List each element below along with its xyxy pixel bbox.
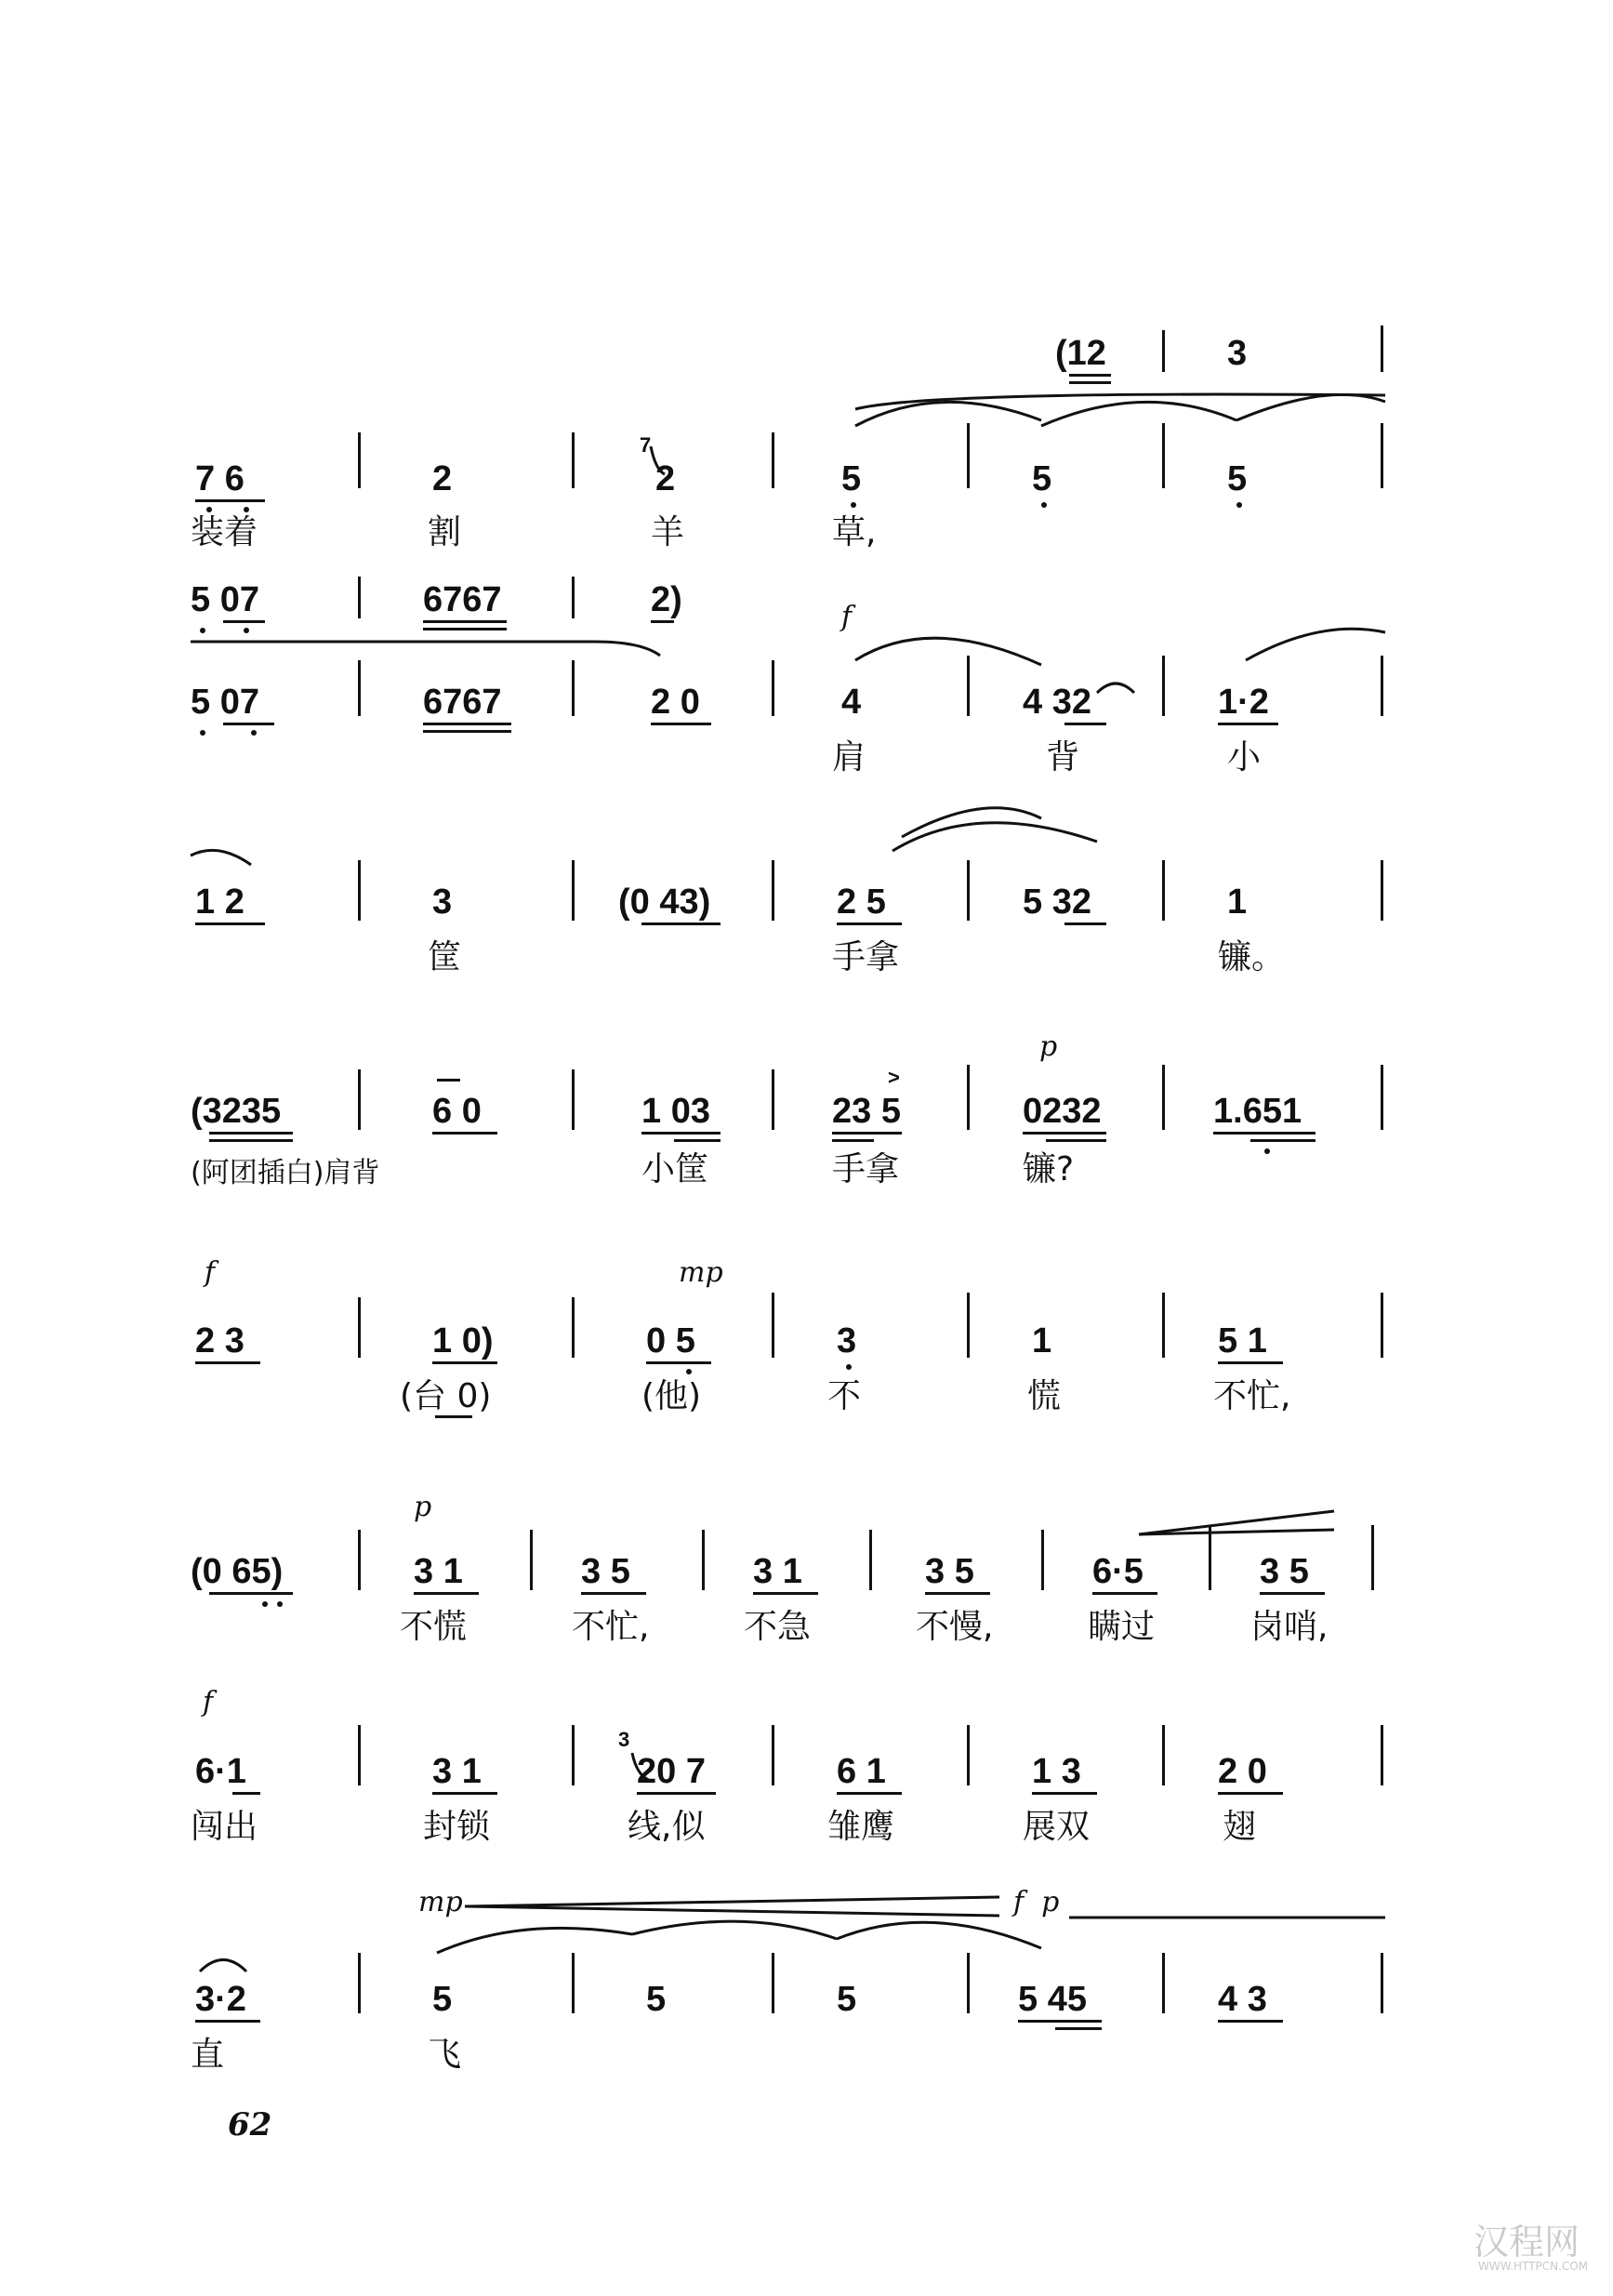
octave-dot	[851, 502, 856, 508]
lyric: 翅	[1223, 1808, 1257, 1846]
watermark-text: 汉程网	[1474, 2222, 1580, 2263]
note-group: 20 7	[637, 1752, 706, 1791]
note-group: 2 5	[837, 883, 886, 922]
dynamic-f: f	[205, 1256, 216, 1289]
note-group: 6767	[423, 683, 502, 722]
underline	[1092, 1592, 1157, 1595]
slur	[437, 1928, 632, 1953]
barline	[772, 660, 774, 716]
barline	[967, 1293, 970, 1358]
lyric: 草,	[832, 513, 877, 551]
slur	[632, 1921, 837, 1939]
tie-line	[191, 642, 660, 656]
note: 3	[1227, 334, 1248, 373]
barline	[530, 1530, 533, 1590]
lyric: 封锁	[423, 1808, 491, 1846]
barline	[572, 1725, 575, 1785]
barline	[358, 1530, 361, 1590]
note: 3	[432, 883, 453, 922]
note-group: 5 07	[191, 683, 259, 722]
note: 5	[841, 459, 862, 498]
note-group: 4 3	[1218, 1980, 1267, 2019]
dynamic-mp: mp	[679, 1256, 723, 1289]
underline	[232, 1792, 260, 1795]
slur	[200, 1960, 246, 1972]
octave-dot	[200, 628, 205, 633]
barline	[572, 1069, 575, 1130]
note-group: 3 5	[925, 1552, 974, 1591]
barline	[572, 432, 575, 488]
octave-dot	[262, 1601, 268, 1607]
barline	[358, 577, 361, 618]
octave-dot	[277, 1601, 283, 1607]
underline	[1213, 1132, 1316, 1135]
dynamic-p: p	[1039, 1030, 1058, 1063]
note-group: 5 32	[1023, 883, 1091, 922]
underline	[223, 620, 265, 623]
note-group: 6·1	[195, 1752, 246, 1791]
note-group: 3 1	[432, 1752, 482, 1791]
underline	[1260, 1592, 1325, 1595]
note-group: 3 5	[1260, 1552, 1309, 1591]
barline	[1162, 860, 1165, 921]
barline	[572, 660, 575, 716]
lyric: 不忙,	[572, 1608, 650, 1646]
underline	[1218, 2020, 1283, 2023]
page-number: 62	[228, 2106, 272, 2143]
slur	[191, 850, 251, 865]
barline	[358, 1297, 361, 1358]
note: 2	[432, 459, 453, 498]
lyric: 展双	[1023, 1808, 1091, 1846]
underline	[1218, 1361, 1283, 1364]
note-group: 6 0	[432, 1092, 482, 1131]
octave-dot	[1041, 502, 1047, 508]
note-group: 1·2	[1218, 683, 1269, 722]
lyric: 手拿	[832, 1150, 900, 1188]
underline	[423, 620, 507, 623]
barline	[967, 423, 970, 488]
underline	[1218, 723, 1278, 725]
barline	[358, 1069, 361, 1130]
note-group: 5 1	[1218, 1321, 1267, 1360]
lyric: 闯出	[191, 1808, 258, 1846]
dynamic-f: f	[203, 1686, 214, 1719]
barline	[772, 432, 774, 488]
note-group: 4 32	[1023, 683, 1091, 722]
underline	[1250, 1139, 1316, 1142]
underline	[195, 922, 265, 925]
octave-dot	[1236, 502, 1242, 508]
note-group: (0 43)	[618, 883, 711, 922]
grace-note: 3	[618, 1728, 630, 1751]
barline	[702, 1530, 705, 1590]
barline	[572, 577, 575, 618]
underline	[432, 1361, 497, 1364]
barline	[1371, 1525, 1374, 1590]
underline	[432, 1792, 497, 1795]
underline	[423, 723, 511, 725]
barline	[572, 1297, 575, 1358]
note: 5	[432, 1980, 453, 2019]
underline	[837, 922, 902, 925]
underline	[1218, 1792, 1283, 1795]
barline	[1041, 1530, 1044, 1590]
underline	[1064, 723, 1106, 725]
underline	[1046, 1139, 1106, 1142]
lyric: 筐	[428, 938, 462, 976]
underline	[925, 1592, 990, 1595]
barline	[1162, 1293, 1165, 1358]
dynamic-p: p	[414, 1491, 432, 1523]
barline	[772, 1293, 774, 1358]
lyric: 不急	[744, 1608, 812, 1646]
underline	[195, 499, 265, 502]
barline	[967, 1725, 970, 1785]
underline	[209, 1139, 293, 1142]
barline	[1162, 656, 1165, 716]
underline	[637, 1792, 716, 1795]
note: 5	[1227, 459, 1248, 498]
underline	[1069, 374, 1111, 377]
note-group: 1 2	[195, 883, 245, 922]
slur	[1041, 402, 1236, 426]
barline	[772, 1953, 774, 2013]
watermark-url: WWW.HTTPCN.COM	[1478, 2260, 1589, 2273]
underline	[435, 1415, 472, 1418]
underline	[209, 1592, 293, 1595]
barline	[772, 1725, 774, 1785]
note: 5	[1032, 459, 1052, 498]
underline	[1032, 1792, 1097, 1795]
underline	[223, 723, 274, 725]
octave-dot	[846, 1364, 852, 1370]
note-group: 0 5	[646, 1321, 695, 1360]
note-group: 6·5	[1092, 1552, 1144, 1591]
note: 1	[1227, 883, 1248, 922]
note-group: (0 65)	[191, 1552, 284, 1591]
lyric: 小筐	[641, 1150, 709, 1188]
note-group: 1 03	[641, 1092, 710, 1131]
barline	[772, 1069, 774, 1130]
barline	[1162, 423, 1165, 488]
octave-dot	[686, 1369, 692, 1374]
overline	[437, 1079, 460, 1082]
note-group: 5 07	[191, 580, 259, 619]
lyric: 镰。	[1218, 938, 1286, 976]
lyric: 肩	[832, 738, 866, 776]
lyric: (他)	[641, 1377, 702, 1415]
underline	[832, 1132, 902, 1135]
lyric: 不	[827, 1377, 862, 1415]
slur	[855, 638, 1041, 665]
barline	[572, 1953, 575, 2013]
dynamic-fp: f p	[1013, 1886, 1060, 1918]
slur	[837, 1922, 1041, 1948]
lyric: 线,似	[628, 1808, 706, 1846]
lyric: 装着	[191, 513, 258, 551]
barline	[1162, 330, 1165, 372]
underline	[641, 1132, 721, 1135]
barline	[1381, 1725, 1383, 1785]
note: 5	[837, 1980, 857, 2019]
note-group: 2 3	[195, 1321, 245, 1360]
lyric: 慌	[1027, 1377, 1062, 1415]
note: 5	[646, 1980, 667, 2019]
underline	[646, 1361, 711, 1364]
underline	[423, 730, 511, 733]
underline	[651, 620, 674, 623]
note-group: 2 0	[651, 683, 700, 722]
barline	[869, 1530, 872, 1590]
lyric: 岗哨,	[1250, 1608, 1329, 1646]
lyric: 瞒过	[1088, 1608, 1156, 1646]
barline	[967, 656, 970, 716]
barline	[1209, 1525, 1211, 1590]
lyric: 羊	[651, 513, 685, 551]
lyric: 小	[1227, 738, 1262, 776]
lyric: (阿团插白)肩背	[191, 1157, 380, 1189]
accent-mark: >	[888, 1066, 900, 1089]
lyric: 不忙,	[1213, 1377, 1291, 1415]
barline	[1162, 1953, 1165, 2013]
underline	[1069, 381, 1111, 384]
lyric: 不慢,	[916, 1608, 994, 1646]
hairpin-crescendo	[465, 1906, 999, 1916]
note-group: (12	[1055, 334, 1106, 373]
barline	[358, 1953, 361, 2013]
slur	[902, 808, 1041, 837]
lyric: (台 0)	[400, 1377, 492, 1415]
lyric: 背	[1046, 738, 1080, 776]
barline	[358, 860, 361, 921]
dynamic-mp: mp	[418, 1886, 463, 1918]
underline	[1018, 2020, 1102, 2023]
barline	[1381, 1065, 1383, 1130]
slur	[1236, 394, 1385, 420]
note-group: 3 1	[414, 1552, 463, 1591]
underline	[432, 1132, 497, 1135]
underline	[1055, 2027, 1102, 2030]
dynamic-f: f	[841, 601, 853, 633]
barline	[1162, 1725, 1165, 1785]
barline	[1381, 1953, 1383, 2013]
lyric: 割	[428, 513, 462, 551]
octave-dot	[200, 730, 205, 736]
octave-dot	[244, 628, 249, 633]
barline	[1381, 325, 1383, 372]
lyric: 雏鹰	[827, 1808, 895, 1846]
barline	[358, 660, 361, 716]
barline	[967, 1953, 970, 2013]
barline	[1381, 656, 1383, 716]
note-group: (3235	[191, 1092, 282, 1131]
octave-dot	[244, 507, 249, 512]
note-group: 1 0)	[432, 1321, 494, 1360]
note-group: 3·2	[195, 1980, 246, 2019]
lyric: 不慌	[400, 1608, 468, 1646]
octave-dot	[206, 507, 212, 512]
underline	[837, 1792, 902, 1795]
barline	[967, 1065, 970, 1130]
underline	[674, 1139, 721, 1142]
lyric: 手拿	[832, 938, 900, 976]
lyric: 直	[191, 2036, 225, 2074]
lyric: 镰?	[1023, 1150, 1075, 1188]
barline	[1381, 860, 1383, 921]
underline	[651, 723, 711, 725]
barline	[1381, 1293, 1383, 1358]
underline	[414, 1592, 479, 1595]
underline	[581, 1592, 646, 1595]
note-group: 23 5	[832, 1092, 901, 1131]
note-group: 7 6	[195, 459, 245, 498]
note: 3	[837, 1321, 857, 1360]
underline	[195, 2020, 260, 2023]
note-group: 6767	[423, 580, 502, 619]
note-group: 1.651	[1213, 1092, 1302, 1131]
underline	[209, 1132, 293, 1135]
barline	[967, 860, 970, 921]
barline	[772, 860, 774, 921]
underline	[641, 922, 721, 925]
underline	[1023, 1132, 1106, 1135]
note-group: 2)	[651, 580, 682, 619]
grace-note: 7	[640, 433, 652, 457]
underline	[423, 628, 507, 630]
lyric: 飞	[428, 2036, 462, 2074]
slur	[1097, 683, 1134, 693]
barline	[358, 1725, 361, 1785]
note: 4	[841, 683, 862, 722]
barline	[1162, 1065, 1165, 1130]
barline	[572, 860, 575, 921]
underline	[195, 1361, 260, 1364]
note: 2	[655, 459, 676, 498]
octave-dot	[1264, 1148, 1270, 1154]
note-group: 3 1	[753, 1552, 802, 1591]
barline	[1381, 423, 1383, 488]
note-group: 3 5	[581, 1552, 630, 1591]
octave-dot	[251, 730, 257, 736]
underline	[832, 1139, 874, 1142]
note-group: 6 1	[837, 1752, 886, 1791]
note-group: 2 0	[1218, 1752, 1267, 1791]
note-group: 5 45	[1018, 1980, 1087, 2019]
note-group: 0232	[1023, 1092, 1102, 1131]
underline	[1064, 922, 1106, 925]
underline	[753, 1592, 818, 1595]
barline	[358, 432, 361, 488]
note: 1	[1032, 1321, 1052, 1360]
hairpin-crescendo	[465, 1897, 999, 1906]
slur	[1246, 629, 1385, 660]
note-group: 1 3	[1032, 1752, 1081, 1791]
